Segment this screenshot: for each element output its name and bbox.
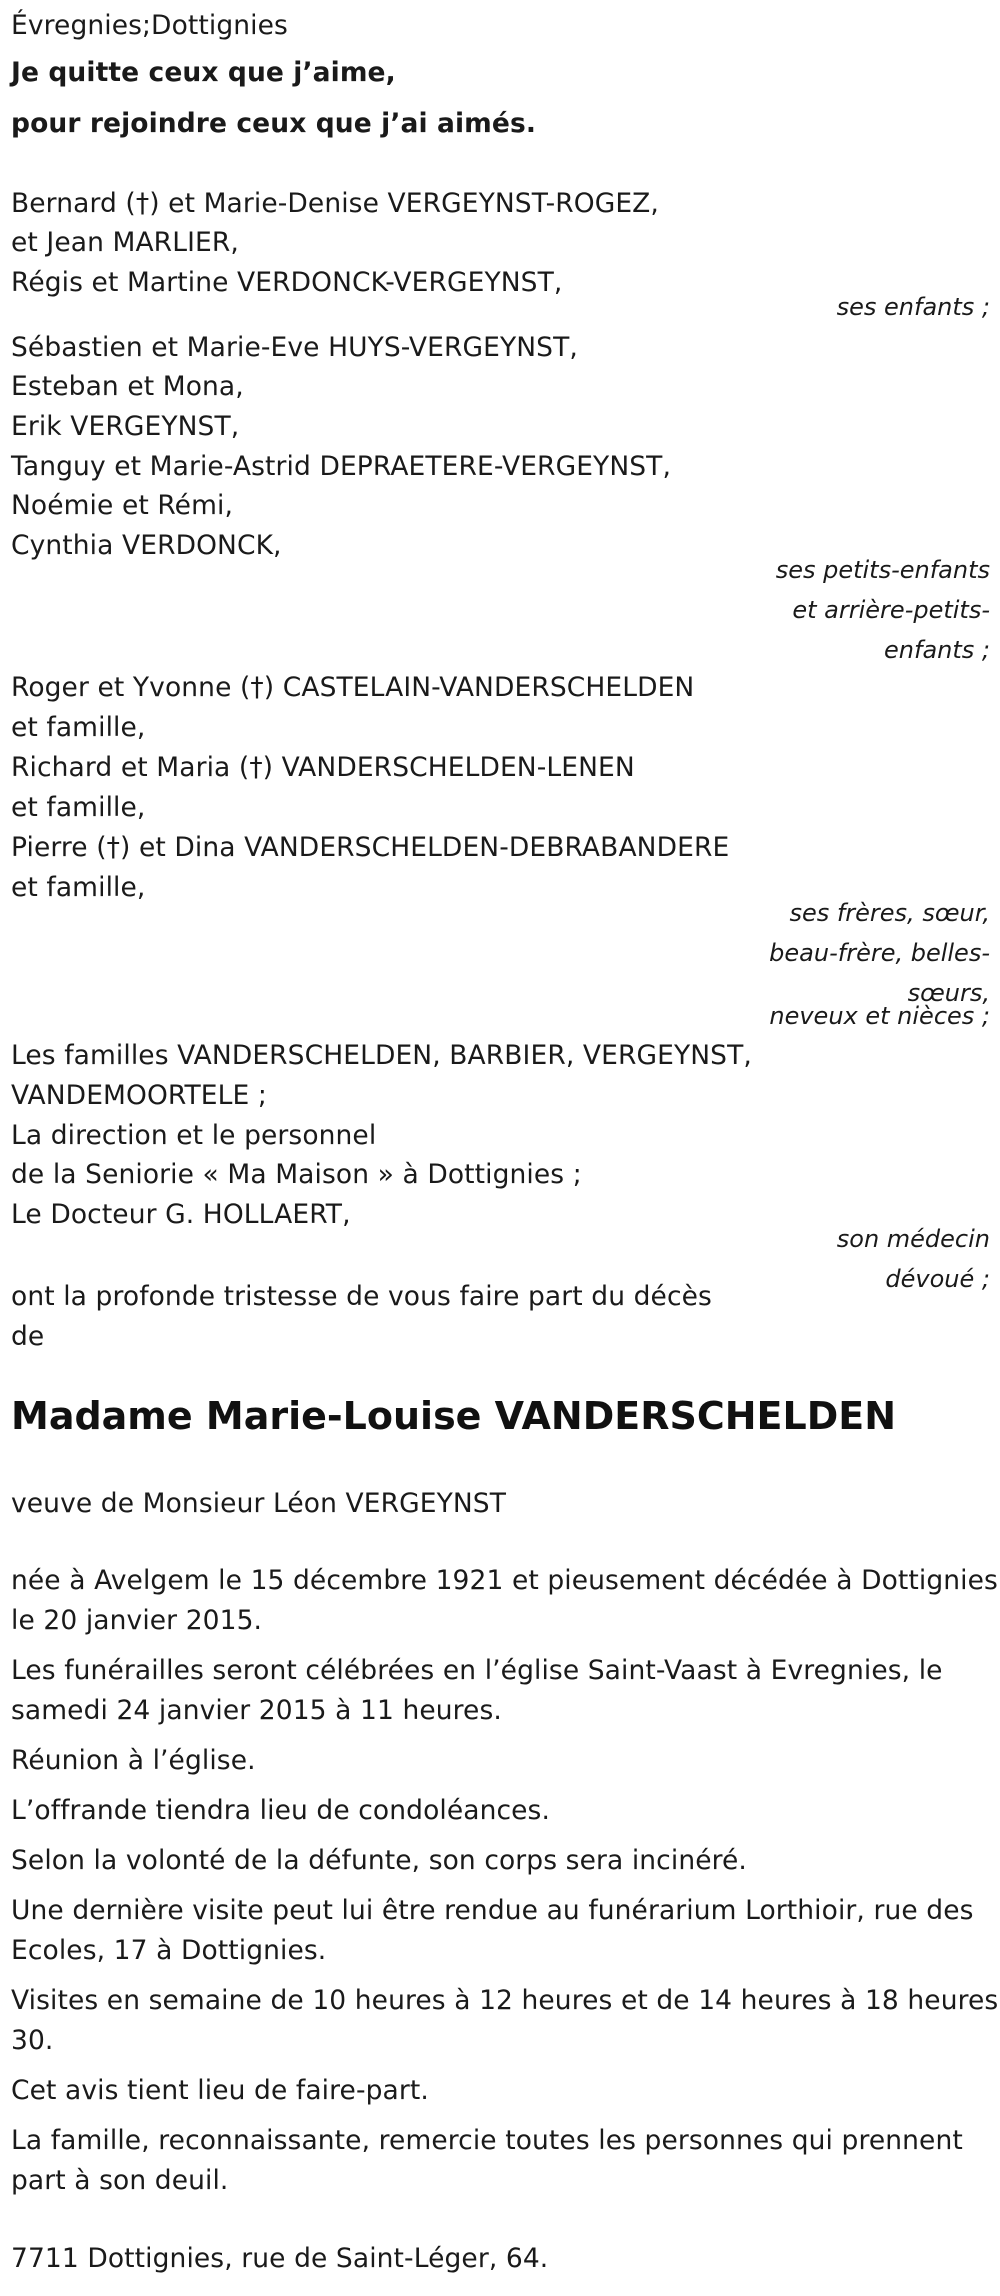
siblings-line: et famille, [11,872,146,903]
siblings-line: et famille, [11,712,146,743]
detail-line: La famille, reconnaissante, remercie toutes les personnes qui prennent [11,2125,963,2156]
detail-line: L’offrande tiendra lieu de condoléances. [11,1795,550,1826]
children-line: et Jean MARLIER, [11,227,239,258]
siblings-role: beau-frère, belles- [769,939,990,967]
others-line: Les familles VANDERSCHELDEN, BARBIER, VERGEYNST, [11,1040,752,1071]
others-line: de la Seniorie « Ma Maison » à Dottignies ; [11,1159,582,1190]
others-role: dévoué ; [885,1265,990,1293]
detail-line: le 20 janvier 2015. [11,1605,263,1636]
detail-line: Ecoles, 17 à Dottignies. [11,1935,327,1966]
grandchildren-role: ses petits-enfants [775,556,990,584]
grandchildren-line: Erik VERGEYNST, [11,411,240,442]
siblings-role: neveux et nièces ; [769,1002,990,1030]
quote-line-1: Je quitte ceux que j’aime, [11,57,396,88]
grandchildren-role: enfants ; [884,636,990,664]
others-line: VANDEMOORTELE ; [11,1080,267,1111]
detail-line: Selon la volonté de la défunte, son corps sera incinéré. [11,1845,747,1876]
siblings-role: ses frères, sœur, [789,899,990,927]
detail-line: samedi 24 janvier 2015 à 11 heures. [11,1695,502,1726]
announcement-line: ont la profonde tristesse de vous faire part du décès [11,1281,712,1312]
siblings-line: Richard et Maria (†) VANDERSCHELDEN-LENEN [11,752,635,783]
grandchildren-line: Tanguy et Marie-Astrid DEPRAETERE-VERGEYNST, [11,451,671,482]
grandchildren-line: Esteban et Mona, [11,371,244,402]
grandchildren-role: et arrière-petits- [792,596,990,624]
siblings-line: Pierre (†) et Dina VANDERSCHELDEN-DEBRABANDERE [11,832,730,863]
location-header: Évregnies;Dottignies [11,10,288,41]
detail-line: part à son deuil. [11,2165,229,2196]
others-line: Le Docteur G. HOLLAERT, [11,1199,351,1230]
detail-line: Une dernière visite peut lui être rendue au funérarium Lorthioir, rue des [11,1895,974,1926]
detail-line: née à Avelgem le 15 décembre 1921 et pieusement décédée à Dottignies [11,1565,998,1596]
detail-line: Réunion à l’église. [11,1745,256,1776]
children-role: ses enfants ; [836,293,990,321]
children-line: Régis et Martine VERDONCK-VERGEYNST, [11,267,563,298]
detail-line: Cet avis tient lieu de faire-part. [11,2075,429,2106]
address-line: 7711 Dottignies, rue de Saint-Léger, 64. [11,2243,549,2274]
siblings-line: Roger et Yvonne (†) CASTELAIN-VANDERSCHELDEN [11,672,695,703]
children-line: Bernard (†) et Marie-Denise VERGEYNST-ROGEZ, [11,188,659,219]
detail-line: Visites en semaine de 10 heures à 12 heures et de 14 heures à 18 heures [11,1985,999,2016]
siblings-line: et famille, [11,792,146,823]
siblings-role: sœurs, [907,979,990,1007]
grandchildren-line: Cynthia VERDONCK, [11,530,282,561]
others-line: La direction et le personnel [11,1120,377,1151]
grandchildren-line: Noémie et Rémi, [11,490,233,521]
deceased-name: Madame Marie-Louise VANDERSCHELDEN [11,1394,897,1438]
detail-line: Les funérailles seront célébrées en l’église Saint-Vaast à Evregnies, le [11,1655,943,1686]
deceased-spouse: veuve de Monsieur Léon VERGEYNST [11,1488,507,1519]
detail-line: 30. [11,2025,54,2056]
grandchildren-line: Sébastien et Marie-Eve HUYS-VERGEYNST, [11,332,578,363]
others-role: son médecin [836,1225,990,1253]
quote-line-2: pour rejoindre ceux que j’ai aimés. [11,108,536,139]
announcement-line: de [11,1321,45,1352]
